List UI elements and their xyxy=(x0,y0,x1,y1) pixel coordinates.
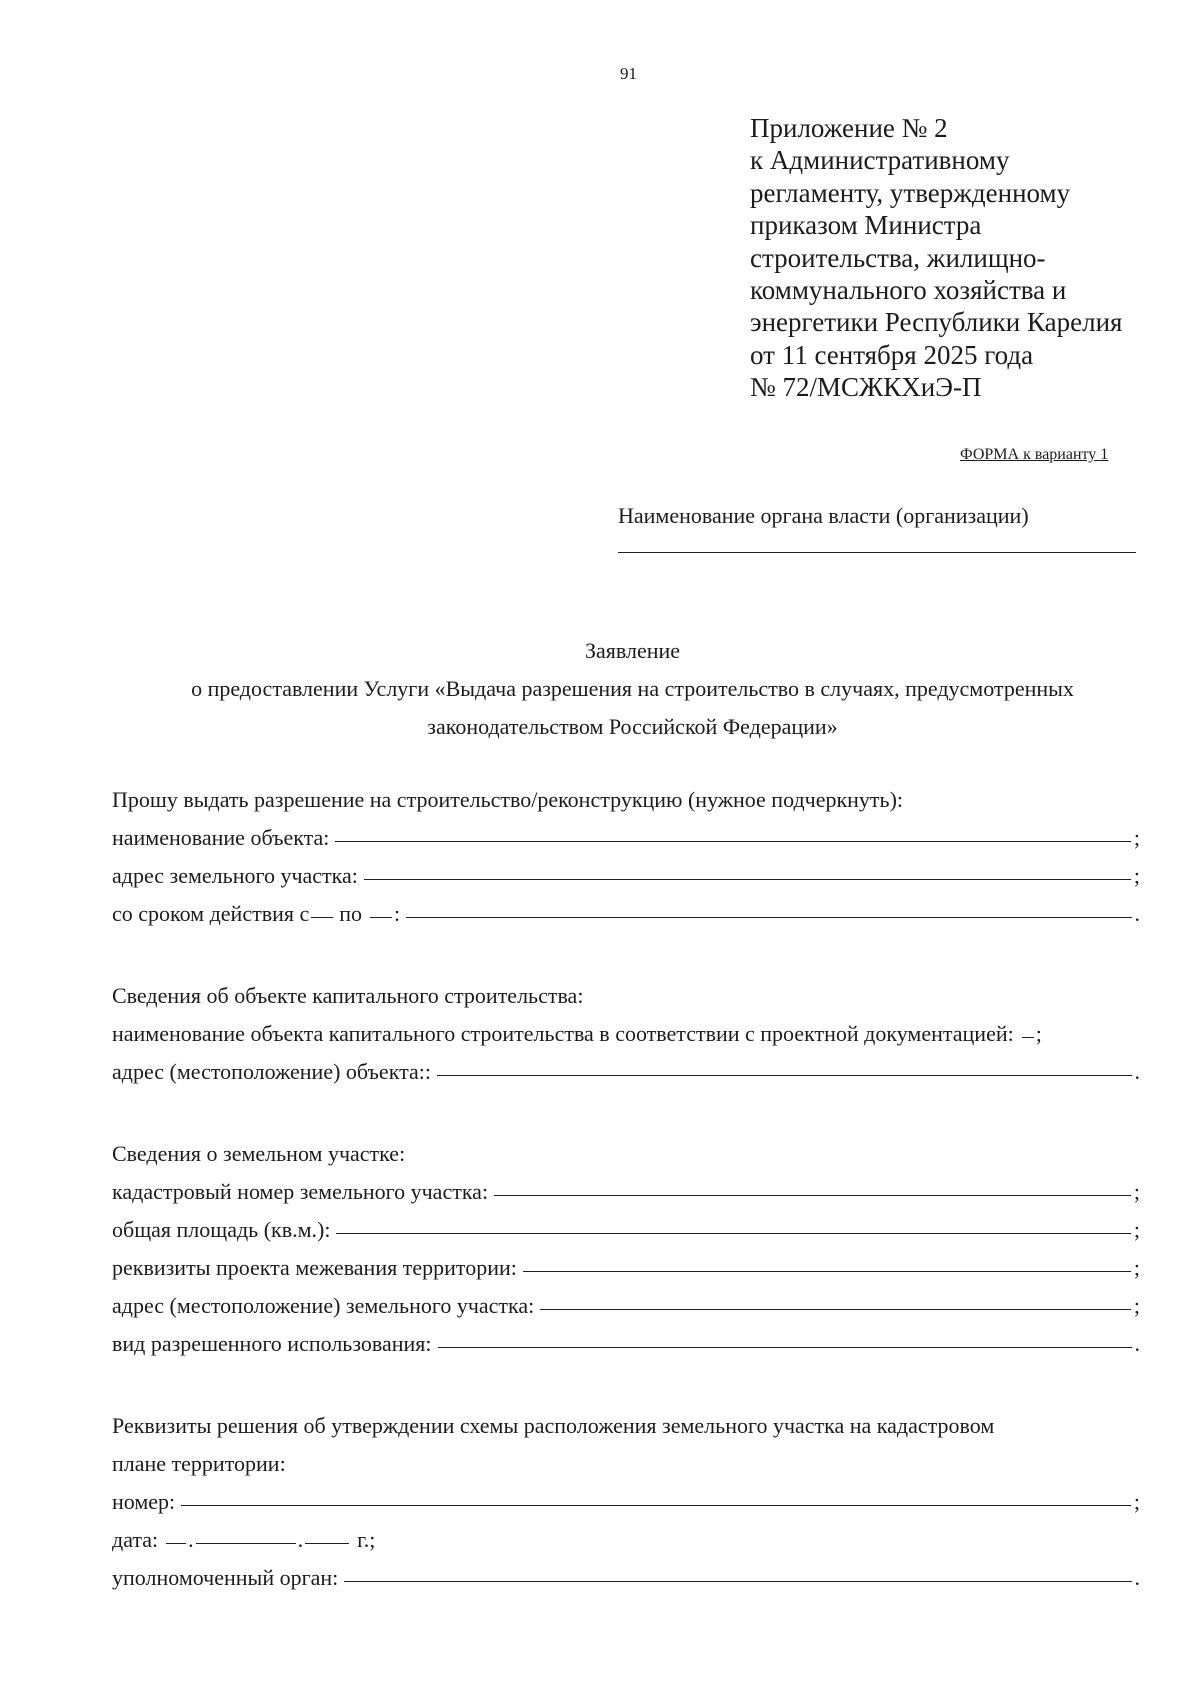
annex-line: приказом Министра xyxy=(750,210,982,241)
object-address-row: адрес (местоположение) объекта:: . xyxy=(112,1059,1140,1084)
decision-date-row: дата: . . г.; xyxy=(112,1527,376,1552)
decision-date-label: дата: xyxy=(112,1527,159,1552)
land-address-field[interactable] xyxy=(364,879,1131,880)
term-from-label: со сроком действия с xyxy=(112,901,310,926)
section-heading-continued: плане территории: xyxy=(112,1451,286,1476)
date-year-field[interactable] xyxy=(305,1543,349,1544)
land-plot-section xyxy=(112,1129,1140,1357)
survey-project-row: реквизиты проекта межевания территории: ; xyxy=(112,1255,1140,1280)
cadastral-number-label: кадастровый номер земельного участка: xyxy=(112,1179,489,1204)
term-from-field[interactable] xyxy=(311,917,333,918)
layout-scheme-section xyxy=(112,1401,1140,1591)
total-area-row: общая площадь (кв.м.): ; xyxy=(112,1217,1140,1242)
annex-line: № 72/МСЖКХиЭ-П xyxy=(750,372,982,403)
authorized-body-row: уполномоченный орган: . xyxy=(112,1565,1140,1590)
plot-address-field[interactable] xyxy=(540,1309,1131,1310)
date-day-field[interactable] xyxy=(166,1543,186,1544)
form-variant-label: ФОРМА к варианту 1 xyxy=(960,446,1109,463)
object-name-row: наименование объекта: ; xyxy=(112,825,1140,850)
object-name-label: наименование объекта: xyxy=(112,825,330,850)
section-heading: Сведения об объекте капитального строительства: xyxy=(112,983,584,1008)
cadastral-number-row: кадастровый номер земельного участка: ; xyxy=(112,1179,1140,1204)
land-address-row: адрес земельного участка: ; xyxy=(112,863,1140,888)
form-body xyxy=(112,775,1140,1635)
object-address-field[interactable] xyxy=(437,1075,1132,1076)
annex-header xyxy=(750,112,1122,404)
object-name-per-docs-label: наименование объекта капитального строительства в соответствии с проектной документацией: xyxy=(112,1021,1014,1046)
page-number: 91 xyxy=(620,64,637,83)
authorized-body-label: уполномоченный орган: xyxy=(112,1565,339,1590)
object-name-per-docs-row: наименование объекта капитального строительства в соответствии с проектной документацией: ; xyxy=(112,1021,1042,1046)
authority-field[interactable] xyxy=(618,552,1136,553)
section-heading: Реквизиты решения об утверждении схемы расположения земельного участка на кадастровом xyxy=(112,1413,995,1438)
title-line: законодательством Российской Федерации» xyxy=(427,714,838,739)
authority-label: Наименование органа власти (организации) xyxy=(618,503,1029,528)
annex-line: регламенту, утвержденному xyxy=(750,177,1071,208)
decision-number-label: номер: xyxy=(112,1489,176,1514)
annex-line: Приложение № 2 xyxy=(750,113,948,143)
request-section xyxy=(112,775,1140,927)
decision-number-field[interactable] xyxy=(181,1505,1131,1506)
permitted-use-label: вид разрешенного использования: xyxy=(112,1331,432,1356)
total-area-field[interactable] xyxy=(336,1233,1130,1234)
plot-address-row: адрес (местоположение) земельного участка: ; xyxy=(112,1293,1140,1318)
object-name-field[interactable] xyxy=(335,841,1130,842)
decision-number-row: номер: ; xyxy=(112,1489,1140,1514)
document-title xyxy=(100,632,1165,746)
total-area-label: общая площадь (кв.м.): xyxy=(112,1217,331,1242)
date-month-field[interactable] xyxy=(196,1543,296,1544)
plot-address-label: адрес (местоположение) земельного участка: xyxy=(112,1293,535,1318)
permitted-use-row: вид разрешенного использования: . xyxy=(112,1331,1140,1356)
section-heading: Сведения о земельном участке: xyxy=(112,1141,406,1166)
annex-line: коммунального хозяйства и xyxy=(750,274,1067,305)
title-line: о предоставлении Услуги «Выдача разрешения на строительство в случаях, предусмотренных xyxy=(191,676,1074,701)
term-to-field[interactable] xyxy=(370,917,392,918)
authorized-body-field[interactable] xyxy=(344,1581,1131,1582)
cadastral-number-field[interactable] xyxy=(494,1195,1131,1196)
survey-project-field[interactable] xyxy=(523,1271,1131,1272)
request-intro: Прошу выдать разрешение на строительство/реконструкцию (нужное подчеркнуть): xyxy=(112,787,904,812)
capital-object-section xyxy=(112,971,1140,1085)
validity-term-row: со сроком действия с по : . xyxy=(112,901,1140,926)
year-suffix: г.; xyxy=(357,1527,376,1552)
object-address-label: адрес (местоположение) объекта:: xyxy=(112,1059,431,1084)
annex-line: энергетики Республики Карелия xyxy=(750,307,1123,338)
title-heading: Заявление xyxy=(584,638,681,663)
land-address-label: адрес земельного участка: xyxy=(112,863,358,888)
validity-term-field[interactable] xyxy=(406,917,1131,918)
annex-line: строительства, жилищно- xyxy=(750,242,1046,273)
survey-project-label: реквизиты проекта межевания территории: xyxy=(112,1255,517,1280)
permitted-use-field[interactable] xyxy=(438,1347,1132,1348)
object-name-per-docs-field[interactable] xyxy=(1022,1037,1034,1038)
annex-line: от 11 сентября 2025 года xyxy=(750,339,1034,370)
annex-line: к Административному xyxy=(750,145,1010,176)
term-to-label: по xyxy=(339,901,363,926)
